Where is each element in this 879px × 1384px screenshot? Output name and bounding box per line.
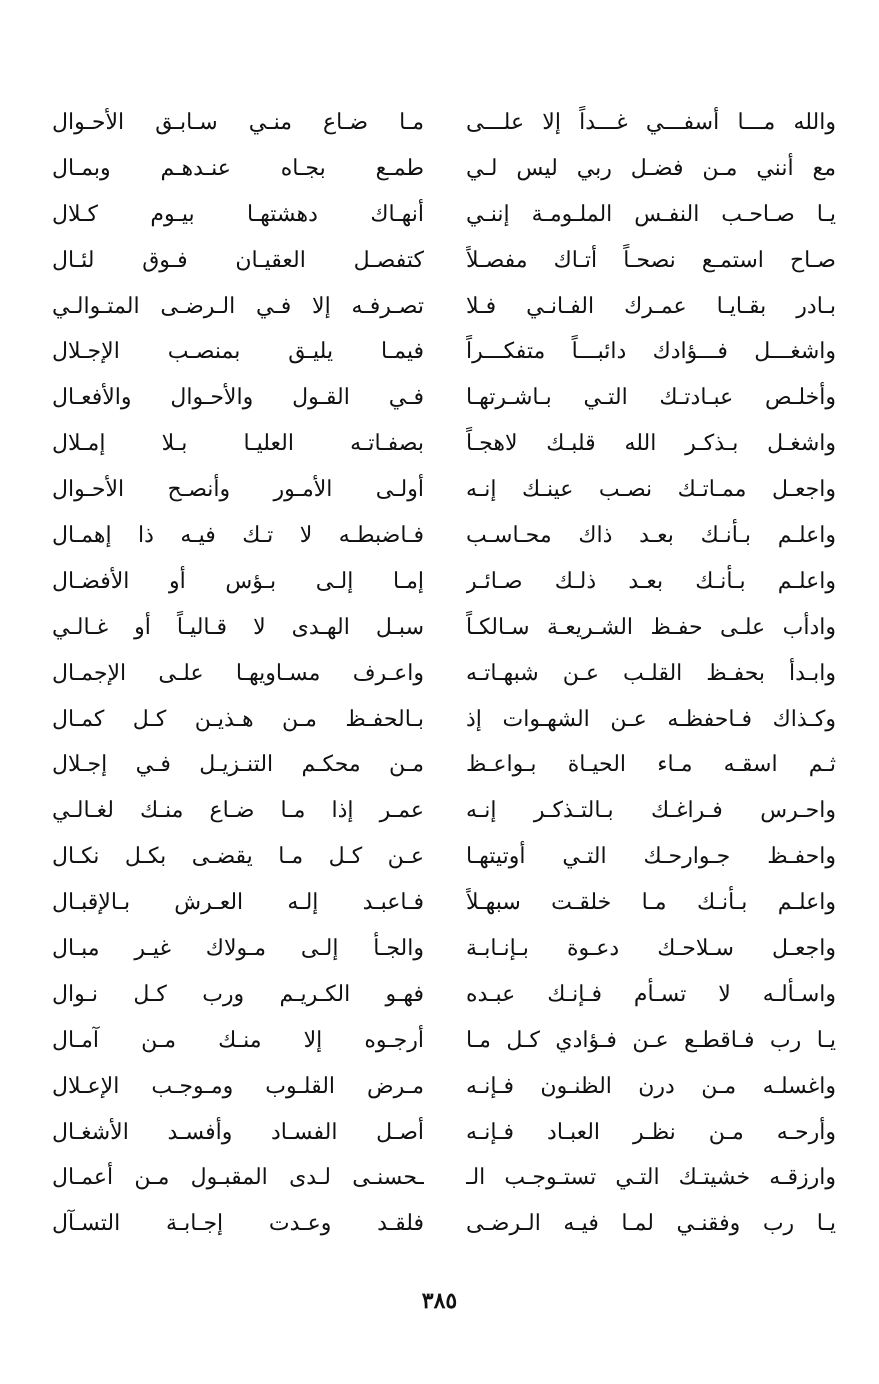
verse-first-half: يـا رب وفقنـي لمـا فيـه الـرضـى: [466, 1211, 836, 1237]
verse-first-half: وابـدأ بحفـظ القلـب عـن شبهـاتـه: [466, 660, 836, 686]
verse-second-half: أرجـوه إلا منـك مـن آمـال: [52, 1027, 424, 1053]
verse-second-half: فـاعبـد إلـه العـرش بـالإقبـال: [52, 890, 424, 916]
verse-first-half: واشغـل بـذكـر الله قلبـك لاهجـاً: [466, 431, 836, 457]
page-number: ٣٨٥: [421, 1288, 458, 1314]
verse-first-half: واشغـــل فـــؤادك دائبـــاً متفكـــراً: [466, 339, 836, 365]
verse-first-half: وأخلـص عبـادتـك التـي بـاشـرتهـا: [466, 385, 836, 411]
verse-first-half: واعلـم بـأنـك بعـد ذاك محـاسـب: [466, 523, 836, 549]
verse-second-half: عمـر إذا مـا ضـاع منـك لغـالـي: [52, 798, 424, 824]
verse-second-half: فلقـد وعـدت إجـابـة التسـآل: [52, 1211, 424, 1237]
verse-second-half: واعـرف مسـاويهـا علـى الإجمـال: [52, 660, 424, 686]
verse-first-half: ثـم اسقـه مـاء الحيـاة بـواعـظ: [466, 752, 836, 778]
verse-first-half: واعلـم بـأنـك مـا خلقـت سبهـلاً: [466, 890, 836, 916]
verse-second-half: إمـا إلـى بـؤس أو الأفضـال: [52, 568, 424, 594]
verse-second-half: فيمـا يليـق بمنصـب الإجـلال: [52, 339, 424, 365]
verse-first-half: واجعـل ممـاتـك نصـب عينـك إنـه: [466, 477, 836, 503]
verse-second-half: أصـل الفسـاد وأفسـد الأشغـال: [52, 1119, 424, 1145]
verse-second-half: مـا ضـاع منـي سـابـق الأحـوال: [52, 110, 424, 135]
verse-second-half: فـاضبطـه لا تـك فيـه ذا إهمـال: [52, 523, 424, 549]
verse-second-half: مـرض القلـوب ومـوجـب الإعـلال: [52, 1073, 424, 1099]
verse-second-half: سبـل الهـدى لا قـاليـاً أو غـالـي: [52, 614, 424, 640]
verse-first-half: بـادر بقـايـا عمـرك الفـانـي فـلا: [466, 293, 836, 319]
poem-left-column: [52, 100, 424, 1247]
verse-second-half: أنهـاك دهشتهـا بيـوم كـلال: [52, 201, 424, 227]
verse-second-half: تصـرفـه إلا فـي الـرضـى المتـوالـي: [52, 293, 424, 319]
verse-first-half: واحـرس فـراغـك بـالتـذكـر إنـه: [466, 798, 836, 824]
verse-second-half: فهـو الكـريـم ورب كـل نـوال: [52, 981, 424, 1007]
verse-second-half: بـالحفـظ مـن هـذيـن كـل كمـال: [52, 706, 424, 732]
verse-second-half: والجـأ إلـى مـولاك غيـر مبـال: [52, 936, 424, 962]
verse-first-half: واغسلـه مـن درن الظنـون فـإنـه: [466, 1073, 836, 1099]
verse-second-half: مـن محكـم التنـزيـل فـي إجـلال: [52, 752, 424, 778]
verse-second-half: طمـع بجـاه عنـدهـم وبمـال: [52, 155, 424, 181]
verse-first-half: يـا رب فـاقطـع عـن فـؤادي كـل مـا: [466, 1027, 836, 1053]
verse-second-half: أولـى الأمـور وأنصـح الأحـوال: [52, 477, 424, 503]
poem-right-column: [466, 100, 836, 1247]
verse-first-half: صـاح استمـع نصحـاً أتـاك مفصـلاً: [466, 247, 836, 273]
verse-second-half: فـي القـول والأحـوال والأفعـال: [52, 385, 424, 411]
verse-first-half: مع أنني مـن فضـل ربي ليس لـي: [466, 155, 836, 181]
verse-first-half: وادأب علـى حفـظ الشـريعـة سـالكـاً: [466, 614, 836, 640]
verse-second-half: كتفصـل العقيـان فـوق لئـال: [52, 247, 424, 273]
verse-first-half: يـا صـاحـب النفـس الملـومـة إننـي: [466, 201, 836, 227]
verse-second-half: عـن كـل مـا يقضـى بكـل نكـال: [52, 844, 424, 870]
verse-first-half: والله مـــا أسفـــي غـــداً إلا علـــى: [466, 110, 836, 135]
verse-first-half: وكـذاك فـاحفظـه عـن الشهـوات إذ: [466, 706, 836, 732]
verse-second-half: بصفـاتـه العليـا بـلا إمـلال: [52, 431, 424, 457]
verse-second-half: ـحسنـى لـدى المقبـول مـن أعمـال: [52, 1165, 424, 1191]
verse-first-half: واجعـل سـلاحـك دعـوة بـإنـابـة: [466, 936, 836, 962]
verse-first-half: واحفـظ جـوارحـك التـي أوتيتهـا: [466, 844, 836, 870]
verse-first-half: واسـألـه لا تسـأم فـإنـك عبـده: [466, 981, 836, 1007]
verse-first-half: وأرحـه مـن نظـر العبـاد فـإنـه: [466, 1119, 836, 1145]
verse-first-half: واعلـم بـأنـك بعـد ذلـك صـائـر: [466, 568, 836, 594]
verse-first-half: وارزقـه خشيتـك التـي تستـوجـب الـ: [466, 1165, 836, 1191]
